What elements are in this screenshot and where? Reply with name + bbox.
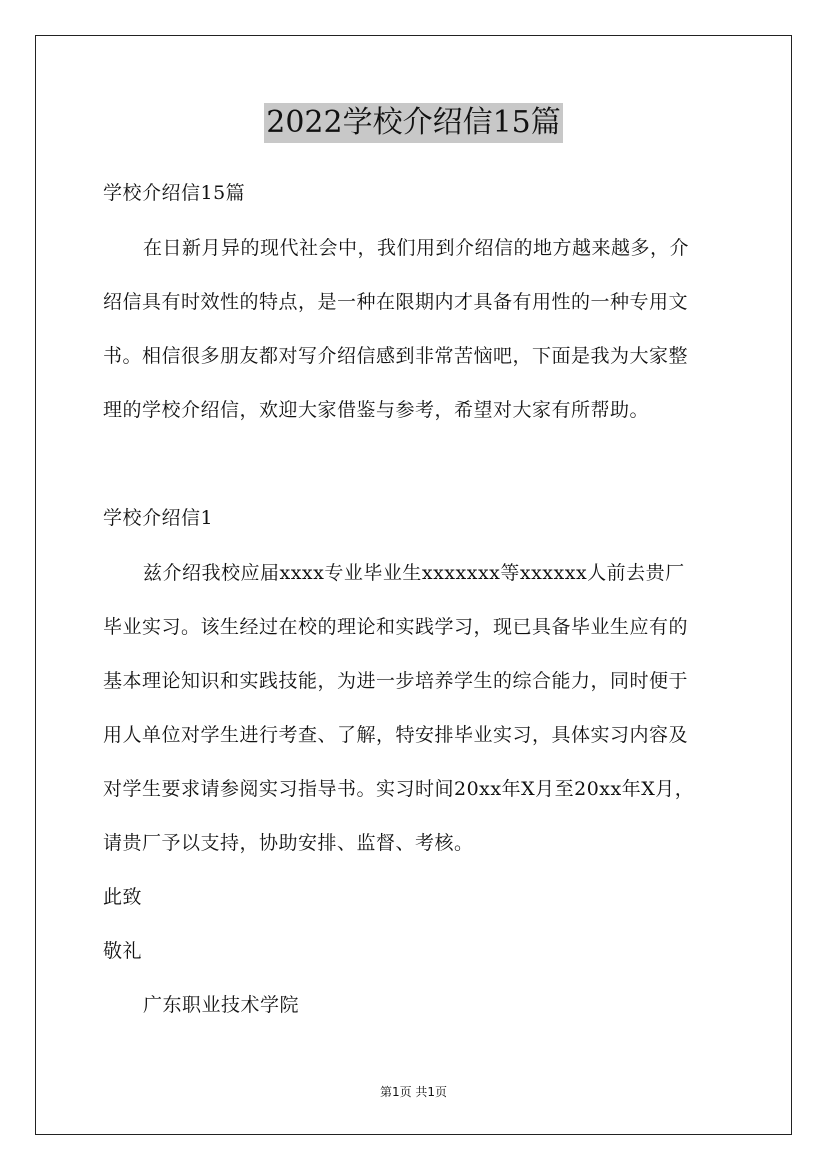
- closing-salutation: 此致: [103, 886, 143, 908]
- intro-line-2: 绍信具有时效性的特点，是一种在限期内才具备有用性的一种专用文: [103, 291, 689, 313]
- section-1-line-5: 对学生要求请参阅实习指导书。实习时间20xx年X月至20xx年X月，: [103, 778, 695, 800]
- title-container: [0, 103, 827, 143]
- document-title: 2022学校介绍信15篇: [264, 103, 563, 143]
- section-1-line-3: 基本理论知识和实践技能，为进一步培养学生的综合能力，同时便于: [103, 670, 689, 692]
- section-1-line-2: 毕业实习。该生经过在校的理论和实践学习，现已具备毕业生应有的: [103, 616, 689, 638]
- intro-line-4: 理的学校介绍信，欢迎大家借鉴与参考，希望对大家有所帮助。: [103, 399, 650, 421]
- subtitle: 学校介绍信15篇: [103, 182, 246, 204]
- section-1-heading: 学校介绍信1: [103, 507, 214, 529]
- signature: 广东职业技术学院: [143, 994, 300, 1016]
- page-number: 第1页 共1页: [379, 1085, 448, 1099]
- intro-line-1: 在日新月异的现代社会中，我们用到介绍信的地方越来越多，介: [143, 237, 690, 259]
- intro-line-3: 书。相信很多朋友都对写介绍信感到非常苦恼吧，下面是我为大家整: [103, 345, 689, 367]
- section-1-line-4: 用人单位对学生进行考查、了解，特安排毕业实习，具体实习内容及: [103, 724, 689, 746]
- section-1-line-1: 兹介绍我校应届xxxx专业毕业生xxxxxxx等xxxxxx人前去贵厂: [143, 562, 685, 584]
- closing-regards: 敬礼: [103, 940, 143, 962]
- section-1-line-6: 请贵厂予以支持，协助安排、监督、考核。: [103, 832, 474, 854]
